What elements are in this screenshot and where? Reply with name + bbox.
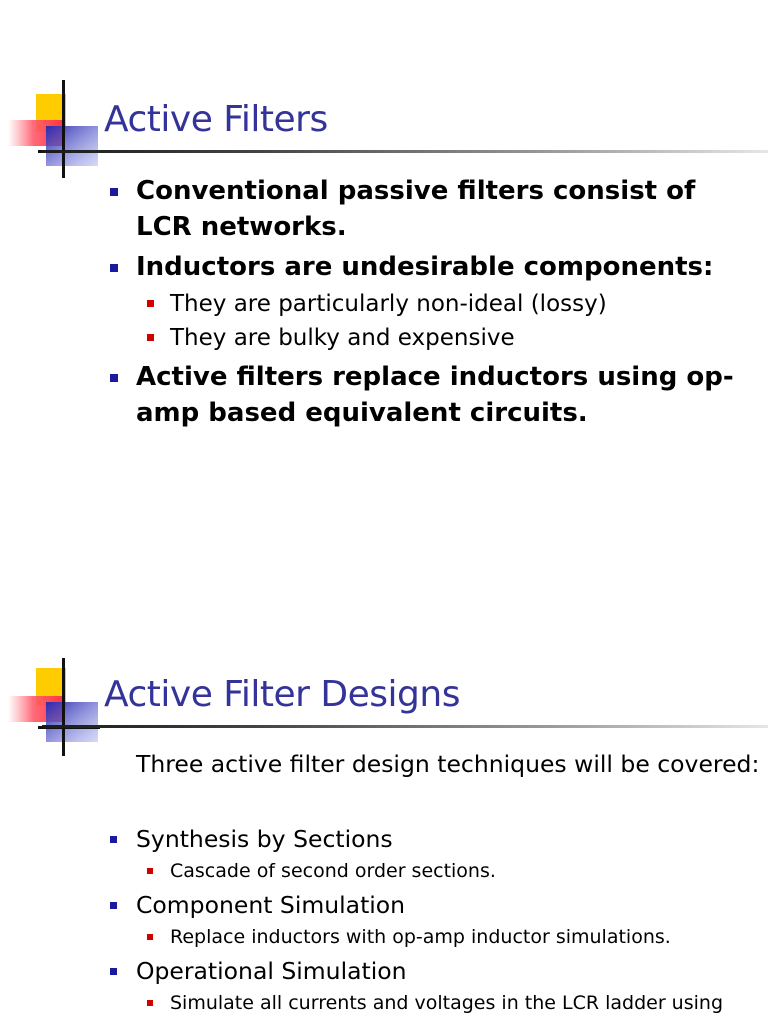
bullet-icon <box>110 188 118 196</box>
sub-list-item <box>0 988 768 1018</box>
list-item <box>0 173 768 245</box>
bullet-icon <box>110 264 118 272</box>
list-item-text: Conventional passive filters consist of LCR networks. <box>136 176 696 242</box>
sub-bullet-icon <box>147 334 154 341</box>
bullet-list <box>0 822 768 1020</box>
title-divider <box>42 725 768 728</box>
list-item-text: Operational Simulation <box>136 957 407 985</box>
sub-list-item <box>0 287 768 321</box>
sub-list-item <box>0 922 768 952</box>
sub-bullet-icon <box>147 868 153 874</box>
list-item <box>0 249 768 285</box>
slide-title: Active Filters <box>104 99 328 140</box>
sub-list-item-text: Cascade of second order sections. <box>170 860 496 882</box>
sub-bullet-icon <box>147 300 154 307</box>
slide-2 <box>0 576 768 1024</box>
bullet-icon <box>110 902 117 909</box>
slide-logo-icon <box>0 658 110 768</box>
list-item-text: Inductors are undesirable components: <box>136 252 714 282</box>
bullet-icon <box>110 836 117 843</box>
sub-list-item-text: Simulate all currents and voltages in the LCR ladder using <box>170 992 724 1014</box>
sub-list-item <box>0 856 768 886</box>
slide-title: Active Filter Designs <box>104 674 460 715</box>
list-item <box>0 822 768 856</box>
sub-list-item <box>0 321 768 355</box>
sub-list-item-text: They are particularly non-ideal (lossy) <box>170 291 607 317</box>
bullet-icon <box>110 374 118 382</box>
sub-bullet-icon <box>147 1000 153 1006</box>
intro-text: Three active filter design techniques will be covered: <box>136 750 760 778</box>
list-item-text: Active filters replace inductors using op-amp based equivalent circuits. <box>136 362 734 428</box>
sub-list-item-text: They are bulky and expensive <box>170 325 515 351</box>
list-item-text: Component Simulation <box>136 891 406 919</box>
bullet-icon <box>110 968 117 975</box>
list-item <box>0 954 768 988</box>
title-divider <box>42 150 768 153</box>
sub-bullet-icon <box>147 934 153 940</box>
list-item <box>0 888 768 922</box>
bullet-list <box>0 173 768 431</box>
sub-list-item-text: Replace inductors with op-amp inductor simulations. <box>170 926 671 948</box>
list-item <box>0 359 768 431</box>
list-item-text: Synthesis by Sections <box>136 825 393 853</box>
